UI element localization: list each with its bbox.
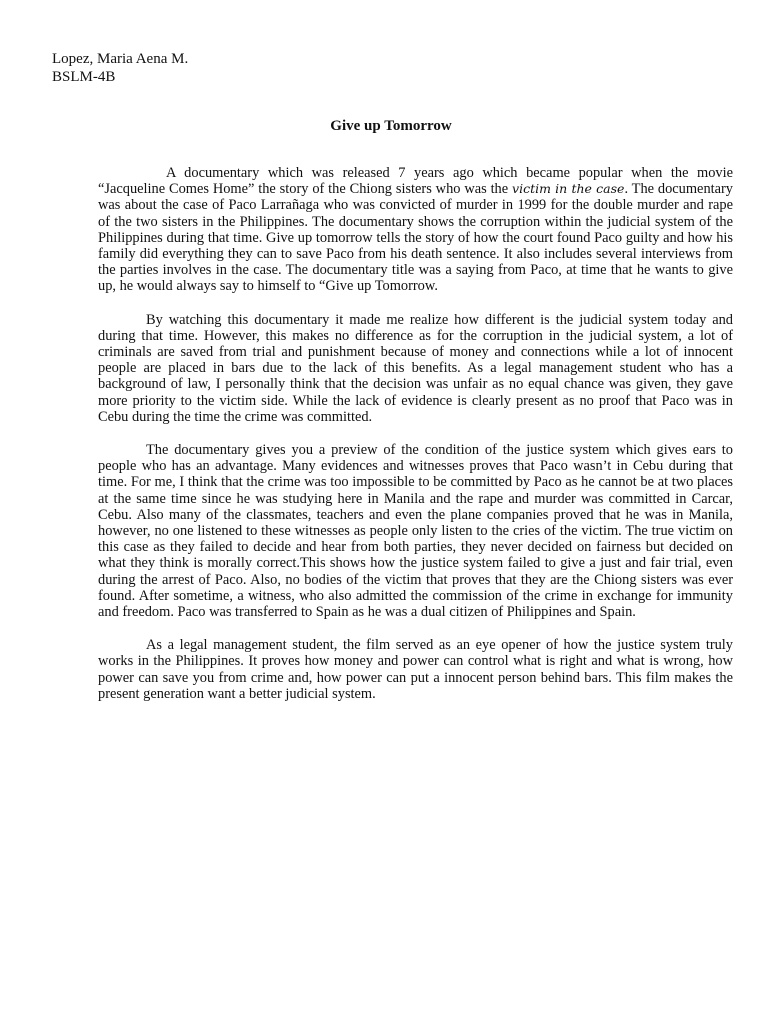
class-section: BSLM-4B [52,69,116,85]
document-title: Give up Tomorrow [330,118,452,134]
paragraph-1-text-end: . The documentary was about the case of Paco Larrañaga who was convicted of murder in 1999 for the double murder and rape of the two sisters in the Philippines. The documentary shows the corruption within the judicial system of the Philippines during that time. Give up tomorrow tells the story of how the court found Paco guilty and how his family did everything they can to save Paco from his death sentence. It also includes several interviews from the parties involves in the case. The documentary title was a saying from Paco, at time that he wants to give up, he would always say to himself to “Give up Tomorrow. [98,181,734,295]
paragraph-1 [98,165,733,295]
paragraph-2: By watching this documentary it made me realize how different is the judicial system today and during that time. However, this makes no difference as for the corruption in the judicial system, a lot of criminals are saved from trial and punishment because of money and connections while a lot of innocent people are placed in bars due to the lack of this benefits. As a legal management student who has a background of law, I personally think that the decision was unfair as no equal chance was given, they gave more priority to the victim side. While the lack of evidence is clearly present as no proof that Paco was in Cebu during the time the crime was committed. [98,311,733,425]
paragraph-1-italic-phrase: victim in the case [512,181,625,197]
paragraph-3: The documentary gives you a preview of the condition of the justice system which gives ears to people who has an advantage. Many evidences and witnesses proves that Paco wasn’t in Cebu during that time. For me, I think that the crime was too impossible to be committed by Paco as he cannot be at two places at the same time since he was studying here in Manila and the rape and murder was committed in Carcar, Cebu. Also many of the classmates, teachers and even the plane companies proved that he was in Manila, however, no one listened to these witnesses as people only listen to the cries of the victim. The true victim on this case as they failed to decide and hear from both parties, they never decided on fairness but decided on what they think is morally correct.This shows how the justice system failed to give a just and fair trial, even during the arrest of Paco. Also, no bodies of the victim that proves that they are the Chiong sisters was ever found. After sometime, a witness, who also admitted the commission of the crime in exchange for immunity and freedom. Paco was transferred to Spain as he was a dual citizen of Philippines and Spain. [98,442,733,621]
paragraph-4: As a legal management student, the film served as an eye opener of how the justice system truly works in the Philippines. It proves how money and power can control what is right and what is wrong, how power can save you from crime and, how power can put a innocent person behind bars. This film makes the present generation want a better judicial system. [98,637,733,702]
document-header [52,50,188,86]
paragraph-1-text-start: A documentary which was released 7 years ago which became popular when the movie “Jacqueline Comes Home” the story of the Chiong sisters who was the [98,165,733,198]
author-name: Lopez, Maria Aena M. [52,51,189,67]
document-body [98,165,733,719]
